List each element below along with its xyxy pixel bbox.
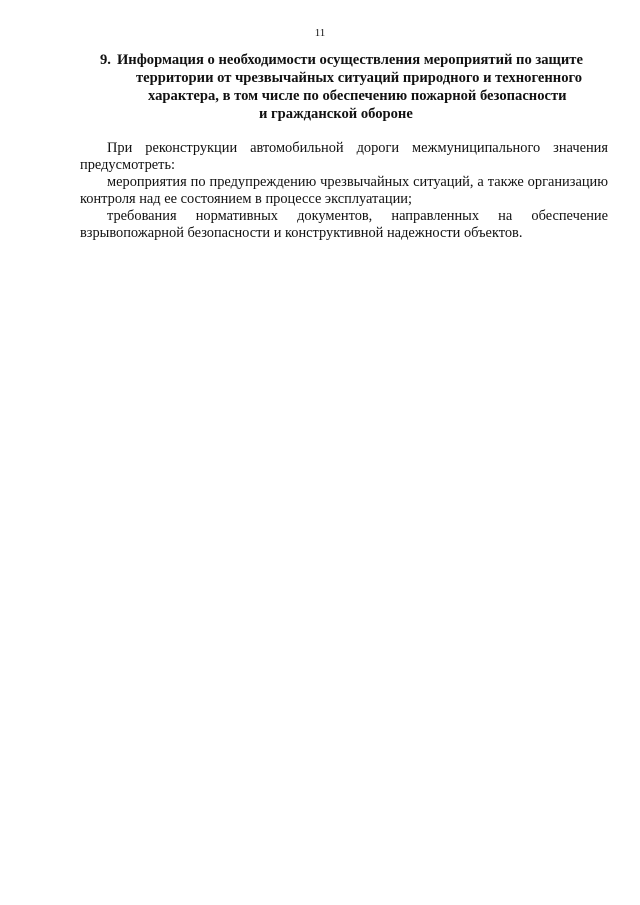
section-number: 9. (100, 52, 111, 68)
heading-line-4: и гражданской обороне (259, 106, 413, 122)
paragraph-3: требования нормативных документов, направленных на обеспечение взрывопожарной безопасности и конструктивной надежности объектов. (80, 208, 608, 241)
heading-text-1: Информация о необходимости осуществления мероприятий по защите (116, 52, 583, 68)
heading-line-2: территории от чрезвычайных ситуаций природного и техногенного (136, 70, 583, 86)
paragraph-1: При реконструкции автомобильной дороги межмуниципального значения предусмотреть: (80, 140, 608, 173)
heading-line-1 (100, 51, 583, 69)
page-number: 11 (314, 27, 326, 39)
paragraph-2: мероприятия по предупреждению чрезвычайных ситуаций, а также организацию контроля над ее состоянием в процессе эксплуатации; (80, 174, 608, 207)
heading-line-3: характера, в том числе по обеспечению пожарной безопасности (148, 88, 567, 104)
body-text (80, 140, 608, 242)
section-heading (80, 51, 583, 123)
